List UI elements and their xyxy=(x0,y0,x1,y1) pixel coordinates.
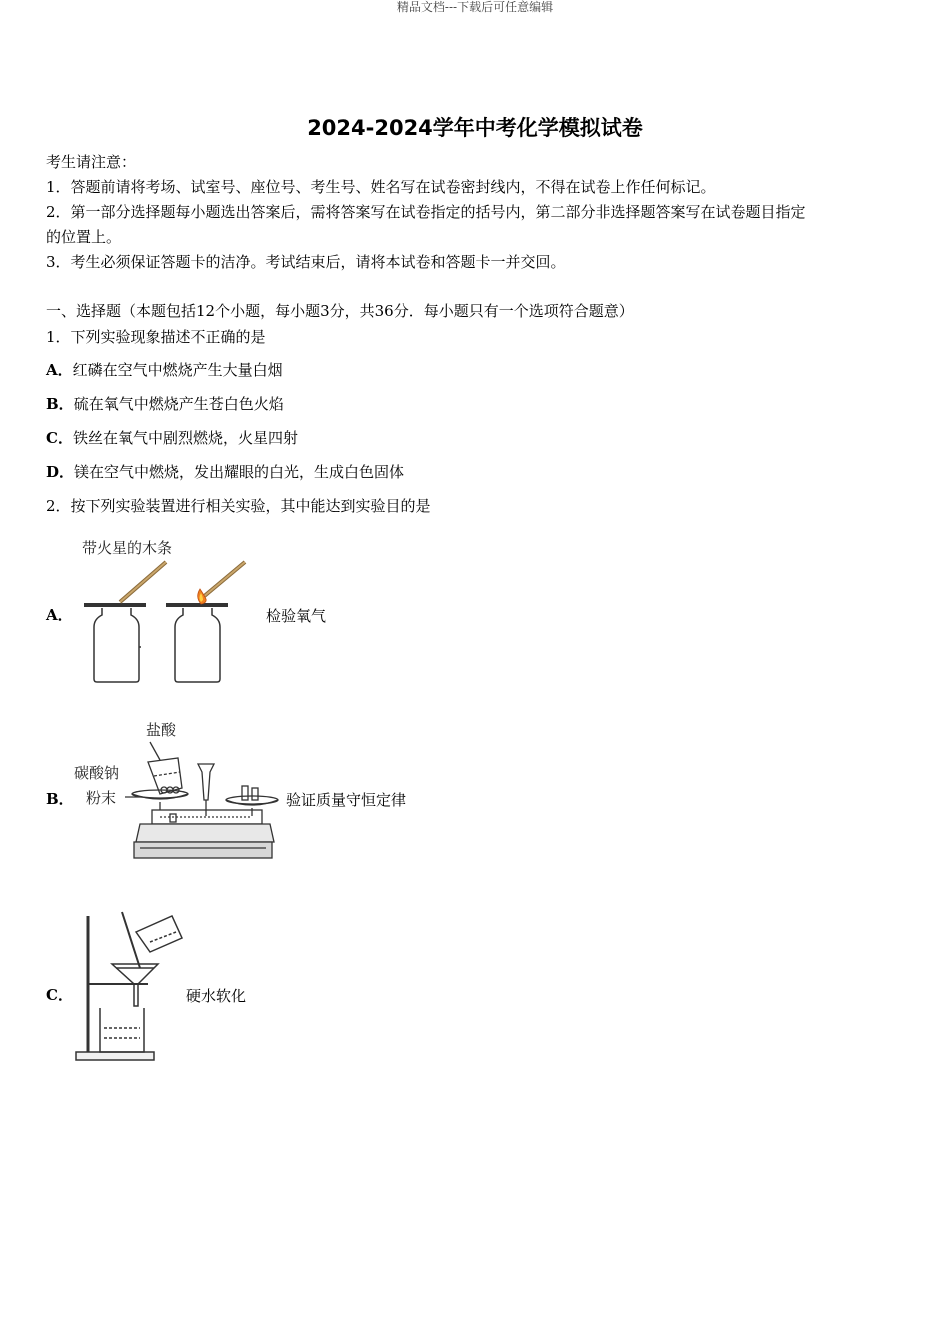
section-heading: 一、选择题（本题包括12个小题，每小题3分，共36分．每小题只有一个选项符合题意） xyxy=(46,302,634,320)
q1-option-b xyxy=(46,394,284,414)
powder-label: 粉末 xyxy=(86,789,117,807)
q2-option-c-text: 硬水软化 xyxy=(186,987,247,1005)
option-text: 镁在空气中燃烧，发出耀眼的白光，生成白色固体 xyxy=(74,463,405,481)
q1-option-a xyxy=(46,360,283,380)
q2-option-a-letter: A． xyxy=(46,606,73,624)
q1-option-d xyxy=(46,462,404,482)
q2-option-a-text: 检验氧气 xyxy=(266,607,327,625)
hydrochloric-acid-label: 盐酸 xyxy=(146,721,177,739)
option-text: 硫在氧气中燃烧产生苍白色火焰 xyxy=(73,395,284,413)
q1-stem: 1．下列实验现象描述不正确的是 xyxy=(46,328,266,346)
filtration-apparatus-figure xyxy=(74,908,189,1066)
page-title: 2024-2024学年中考化学模拟试卷 xyxy=(307,116,643,140)
option-letter: C． xyxy=(46,429,73,447)
wooden-splint-label: 带火星的木条 xyxy=(82,539,173,557)
q2-stem: 2．按下列实验装置进行相关实验，其中能达到实验目的是 xyxy=(46,497,431,515)
q1-option-c xyxy=(46,428,298,448)
q2-option-b-letter: B． xyxy=(46,790,74,808)
balance-apparatus-figure xyxy=(120,738,275,866)
page-header: 精品文档---下载后可任意编辑 xyxy=(396,0,554,14)
notice-item-1: 1．答题前请将考场、试室号、座位号、考生号、姓名写在试卷密封线内，不得在试卷上作任何标记。 xyxy=(46,178,716,196)
option-letter: A． xyxy=(46,361,73,379)
option-letter: B． xyxy=(46,395,74,413)
q2-option-b-text: 验证质量守恒定律 xyxy=(286,791,407,809)
option-letter: D． xyxy=(46,463,75,481)
option-text: 红磷在空气中燃烧产生大量白烟 xyxy=(72,361,283,379)
oxygen-test-apparatus-figure xyxy=(80,555,255,685)
notice-item-3: 3．考生必须保证答题卡的洁净。考试结束后，请将本试卷和答题卡一并交回。 xyxy=(46,253,566,271)
notice-item-2-cont: 的位置上。 xyxy=(46,228,122,246)
sodium-carbonate-label: 碳酸钠 xyxy=(74,764,120,782)
notice-heading: 考生请注意： xyxy=(46,153,137,171)
q2-option-c-letter: C． xyxy=(46,986,73,1004)
notice-item-2: 2．第一部分选择题每小题选出答案后，需将答案写在试卷指定的括号内，第二部分非选择题答案写在试卷题目指定 xyxy=(46,203,806,221)
option-text: 铁丝在氧气中剧烈燃烧，火星四射 xyxy=(72,429,298,447)
